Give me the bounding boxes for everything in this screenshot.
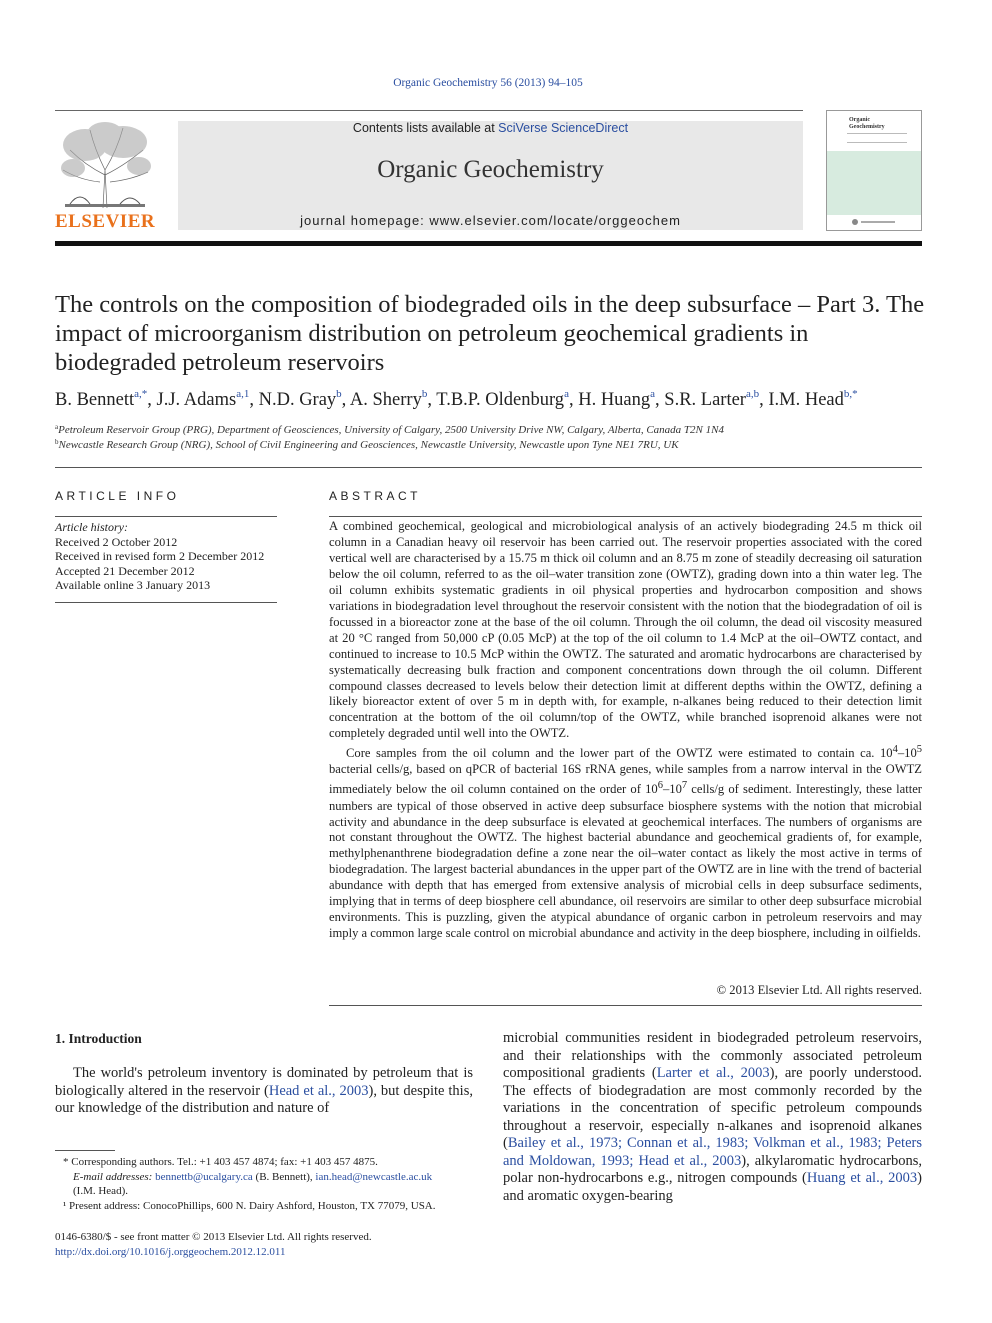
footnote-emails: E-mail addresses: bennettb@ucalgary.ca (B. Bennett), ian.head@newcastle.ac.uk (I.M. Head). <box>73 1170 433 1197</box>
contents-prefix: Contents lists available at <box>352 121 499 135</box>
abstract-paragraph-2: Core samples from the oil column and the lower part of the OWTZ were estimated to contain ca. $10^4-10^5$ bacterial cells/g, based on qPCR of bacterial 16S rRNA genes, while samples from a narrow interval in the OWTZ immediately below the oil column contained on the order of $10^6-10^7$ cells/g of sediment. Interestingly, these latter numbers are typical of those observed in active deep subsurface biosphere systems with the notion that microbial activity and abundance in the deep subsurface is elevated at geochemical interfaces. The numbers of organisms are not constant throughout the OWTZ. The highest bacterial abundance and geochemical gradients of, for example, methylphenanthrene biodegradation define a zone near the oil–water contact as likely the most active in terms of biodegradation. The largest bacterial abundances in the upper part of the OWTZ are in line with the trend of bacterial abundance with depth that has emerged from extensive analysis of microbial cells in deep subsurface sediments, implying that in terms of deep biosphere cell abundance, oil reservoirs are similar to other deep subsurface microbial environments. This is puzzling, given the atypical abundance of organic carbon in petroleum reservoirs and may imply a common large scale control on microbial abundance and activity in the deep biosphere, including in oilfields. <box>329 744 922 941</box>
author-affiliation-mark[interactable]: a,* <box>134 388 148 400</box>
bottom-info <box>55 1230 475 1259</box>
author-name[interactable]: I.M. Head <box>768 390 844 410</box>
article-info-heading: ARTICLE INFO <box>55 489 180 503</box>
author-separator: , <box>427 390 437 410</box>
doi-link[interactable]: http://dx.doi.org/10.1016/j.orggeochem.2012.12.011 <box>55 1245 286 1258</box>
abstract-copyright: © 2013 Elsevier Ltd. All rights reserved. <box>716 983 922 997</box>
introduction-left-column: The world's petroleum inventory is dominated by petroleum that is biologically altered in the reservoir (Head et al., 2003), but despite this, our knowledge of the distribution and nature of <box>55 1065 473 1116</box>
history-accepted: Accepted 21 December 2012 <box>55 563 195 578</box>
author-name[interactable]: S.R. Larter <box>664 390 746 410</box>
author-name[interactable]: N.D. Gray <box>258 390 337 410</box>
cover-publisher-logo <box>851 218 897 226</box>
affiliation-b: $^b$Newcastle Research Group (NRG), School of Civil Engineering and Geosciences, Newcastle University, Newcastle upon Tyne NE1 7RU, UK <box>55 438 679 451</box>
sciencedirect-link[interactable]: SciVerse ScienceDirect <box>498 121 629 135</box>
author-separator: , <box>249 390 259 410</box>
cover-title: Organic Geochemistry <box>849 117 885 130</box>
abstract-heading: ABSTRACT <box>329 489 422 503</box>
journal-name: Organic Geochemistry <box>377 156 604 183</box>
author-name[interactable]: H. Huang <box>578 390 651 410</box>
ref-group-biodegradation[interactable]: Bailey et al., 1973; Connan et al., 1983; Volkman et al., 1983; Peters and Moldowan, 1993; Head et al., 2003 <box>503 1135 922 1169</box>
history-online: Available online 3 January 2013 <box>55 578 211 592</box>
author-separator: , <box>341 390 350 410</box>
header-rule <box>55 110 803 111</box>
footnote-rule <box>55 1150 115 1151</box>
author-affiliation-mark[interactable]: a <box>650 388 656 400</box>
email-link-head[interactable]: ian.head@newcastle.ac.uk <box>315 1170 433 1183</box>
history-received: Received 2 October 2012 <box>55 534 178 549</box>
author-name[interactable]: T.B.P. Oldenburg <box>436 390 565 410</box>
elsevier-wordmark: ELSEVIER <box>55 211 156 232</box>
homepage-prefix: journal homepage: <box>300 213 430 228</box>
footnote-present-address: ¹ Present address: ConocoPhillips, 600 N. Dairy Ashford, Houston, TX 77079, USA. <box>63 1199 436 1212</box>
homepage-url-link[interactable]: www.elsevier.com/locate/orggeochem <box>429 213 681 228</box>
author-affiliation-mark[interactable]: a <box>564 388 569 400</box>
journal-homepage <box>178 213 803 228</box>
author-affiliation-mark[interactable]: b <box>336 388 342 400</box>
footnotes <box>55 1155 475 1213</box>
cover-text-lines <box>847 133 907 143</box>
author-name[interactable]: B. Bennett <box>55 390 135 410</box>
article-history <box>55 520 285 593</box>
issn-line: 0146-6380/$ - see front matter © 2013 Elsevier Ltd. All rights reserved. <box>55 1231 372 1243</box>
cover-artwork <box>827 151 921 215</box>
author-affiliation-mark[interactable]: b <box>421 388 428 400</box>
article-info-rule <box>55 516 277 517</box>
footnote-corresponding: * Corresponding authors. Tel.: +1 403 457 4874; fax: +1 403 457 4875. <box>63 1156 378 1168</box>
author-list <box>55 388 935 411</box>
abstract-paragraph-1: A combined geochemical, geological and microbiological analysis of an actively biodegrading 24.5 m thick oil column in a Canadian heavy oil reservoir has been carried out. The reservoir properties associated with the cored vertical well are characterised by a 15.75 m thick oil column and an 8.75 m zone of steadily decreasing oil saturation below the oil column, referred to as the oil–water transition zone (OWTZ), grading down into a thin water leg. The oil column exhibits systematic gradients in oil physical properties and hydrocarbon composition and shows variations in biodegradation level throughout the reservoir consistent with the notion that the biodegradation of oil is focussed in a bioreactor zone at the base of the oil column. Through the oil column, the dead oil viscosity measured at 20 °C ranged from 50,000 cP (0.05 McP) at the top of the oil column to 1.4 McP at the oil–OWTZ contact, and continued to increase to 10.5 McP within the OWTZ. The saturated and aromatic hydrocarbons are characterised by systematically decreasing bulk fraction and component concentrations down through the oil column. Different compound classes decreased to levels below their detection limit at different depths within the OWTZ, defining a likely bioreactor extent of over 5 m in depth with, for example, n-alkanes being reduced to their detection limit concentration at the bottom of the oil column/top of the OWTZ, while branched isoprenoid alkanes were not completely degraded until well into the OWTZ. <box>329 519 922 741</box>
author-separator: , <box>759 390 769 410</box>
article-title: The controls on the composition of biodegraded oils in the deep subsurface – Part 3. The impact of microorganism distribution on petroleum geochemical gradients in biodegraded petroleum reservoirs <box>55 291 925 376</box>
email-link-bennett[interactable]: bennettb@ucalgary.ca <box>155 1170 253 1183</box>
affiliation-rule <box>55 467 922 468</box>
journal-citation[interactable]: Organic Geochemistry 56 (2013) 94–105 <box>393 77 583 89</box>
author-affiliation-mark[interactable]: a,1 <box>236 388 250 400</box>
author-separator: , <box>568 390 579 410</box>
ref-huang-2003[interactable]: Huang et al., 2003 <box>806 1170 918 1186</box>
journal-cover-thumbnail[interactable] <box>826 110 922 231</box>
affiliation-a: $^a$Petroleum Reservoir Group (PRG), Department of Geosciences, University of Calgary, 2500 University Drive NW, Calgary, Alberta, Canada T2N 1N4 <box>55 423 724 436</box>
ref-head-2003[interactable]: Head et al., 2003 <box>268 1082 369 1099</box>
header-thick-rule <box>55 241 922 246</box>
author-separator: , <box>655 390 665 410</box>
introduction-right-column: microbial communities resident in biodegraded petroleum reservoirs, and their relationships with the commonly associated petroleum compositional gradients (Larter et al., 2003), are poorly understood. The effects of biodegradation are most commonly recorded by the variations in the concentration of specific petroleum compounds throughout a reservoir, especially n-alkanes and isoprenoid alkanes (Bailey et al., 1973; Connan et al., 1983; Volkman et al., 1983; Peters and Moldowan, 1993; Head et al., 2003), alkylaromatic hydrocarbons, polar non-hydrocarbons e.g., nitrogen compounds (Huang et al., 2003) and aromatic oxygen-bearing <box>503 1030 923 1204</box>
abstract-bottom-rule <box>329 1005 922 1006</box>
history-label: Article history: <box>55 520 128 534</box>
abstract-rule <box>329 516 922 517</box>
author-name[interactable]: J.J. Adams <box>156 390 237 410</box>
article-info-bottom-rule <box>55 602 277 603</box>
introduction-heading: 1. Introduction <box>55 1031 142 1046</box>
author-affiliation-mark[interactable]: a,b <box>745 388 760 400</box>
contents-line <box>178 121 803 135</box>
author-separator: , <box>147 390 157 410</box>
author-name[interactable]: A. Sherry <box>349 390 422 410</box>
abstract-body <box>329 519 922 942</box>
ref-larter-2003[interactable]: Larter et al., 2003 <box>656 1065 770 1081</box>
author-affiliation-mark[interactable]: b,* <box>843 388 858 400</box>
history-revised: Received in revised form 2 December 2012 <box>55 549 265 563</box>
